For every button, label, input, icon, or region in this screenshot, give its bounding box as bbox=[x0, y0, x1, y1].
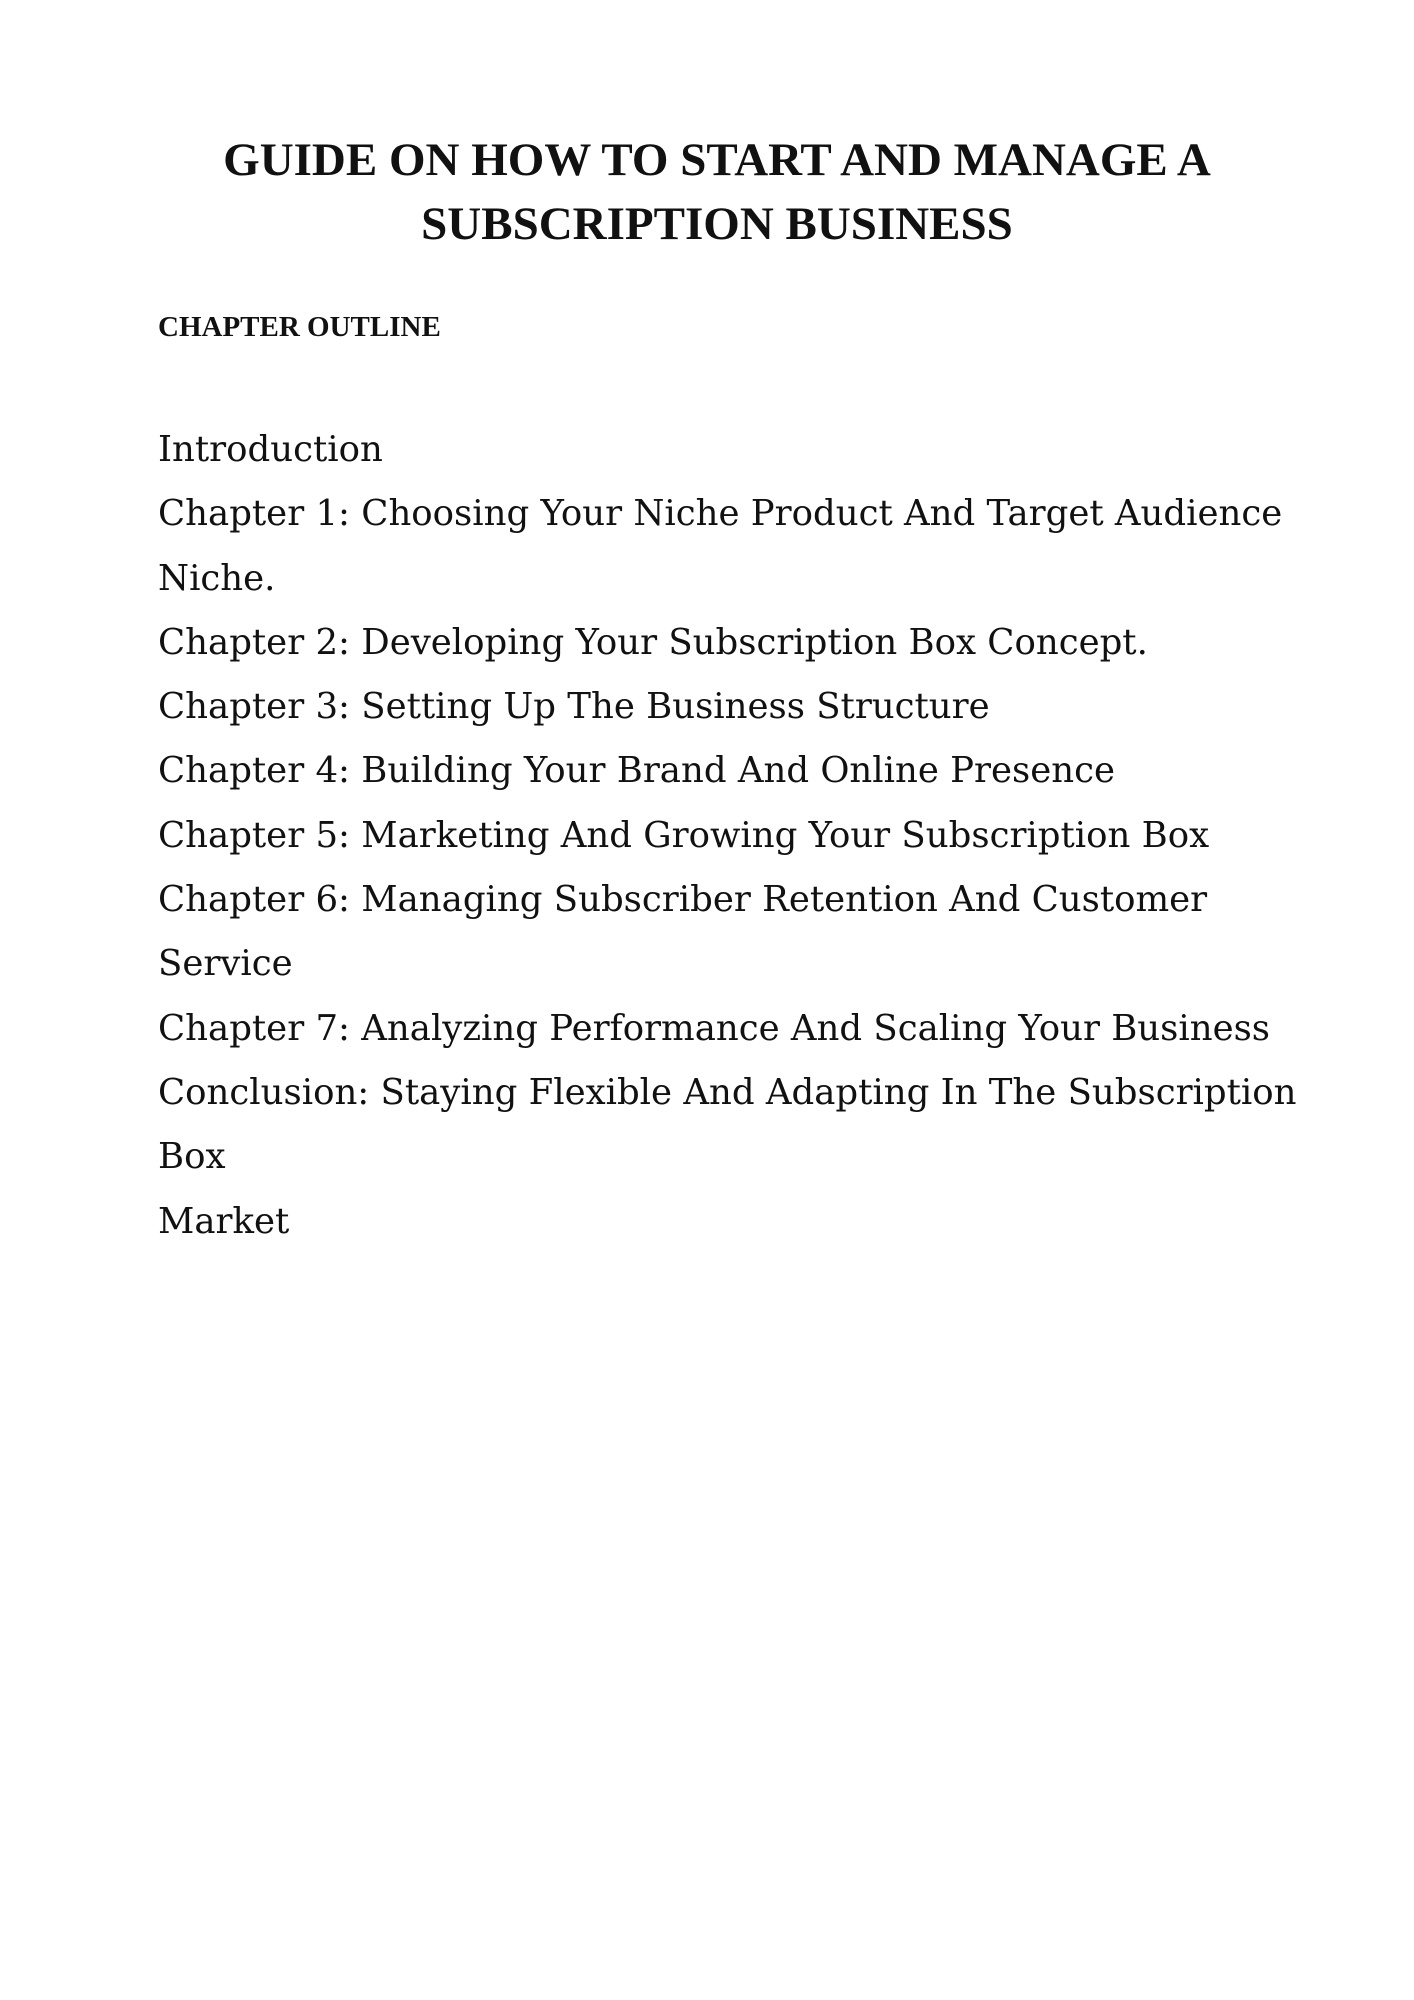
chapter-outline-list bbox=[158, 418, 1318, 1254]
page-title-line-2: SUBSCRIPTION BUSINESS bbox=[421, 198, 1013, 250]
outline-line-chapter-1-continued: Niche. bbox=[158, 557, 276, 599]
chapter-outline-heading: CHAPTER OUTLINE bbox=[158, 311, 441, 343]
outline-line-chapter-6: Chapter 6: Managing Subscriber Retention And Customer Service bbox=[158, 879, 1208, 985]
outline-line-chapter-4: Chapter 4: Building Your Brand And Online Presence bbox=[158, 750, 1116, 792]
outline-line-chapter-7: Chapter 7: Analyzing Performance And Scaling Your Business bbox=[158, 1007, 1271, 1049]
page-title bbox=[120, 128, 1314, 256]
outline-line-introduction: Introduction bbox=[158, 429, 383, 470]
page-title-line-1: GUIDE ON HOW TO START AND MANAGE A bbox=[223, 134, 1211, 186]
outline-line-chapter-1: Chapter 1: Choosing Your Niche Product And Target Audience bbox=[158, 493, 1283, 535]
outline-line-conclusion: Conclusion: Staying Flexible And Adapting In The Subscription Box bbox=[158, 1071, 1297, 1178]
outline-line-chapter-5: Chapter 5: Marketing And Growing Your Subscription Box bbox=[158, 814, 1210, 856]
outline-line-chapter-3: Chapter 3: Setting Up The Business Structure bbox=[158, 686, 990, 728]
outline-line-conclusion-continued: Market bbox=[158, 1200, 290, 1242]
outline-line-chapter-2: Chapter 2: Developing Your Subscription Box Concept. bbox=[158, 621, 1148, 663]
